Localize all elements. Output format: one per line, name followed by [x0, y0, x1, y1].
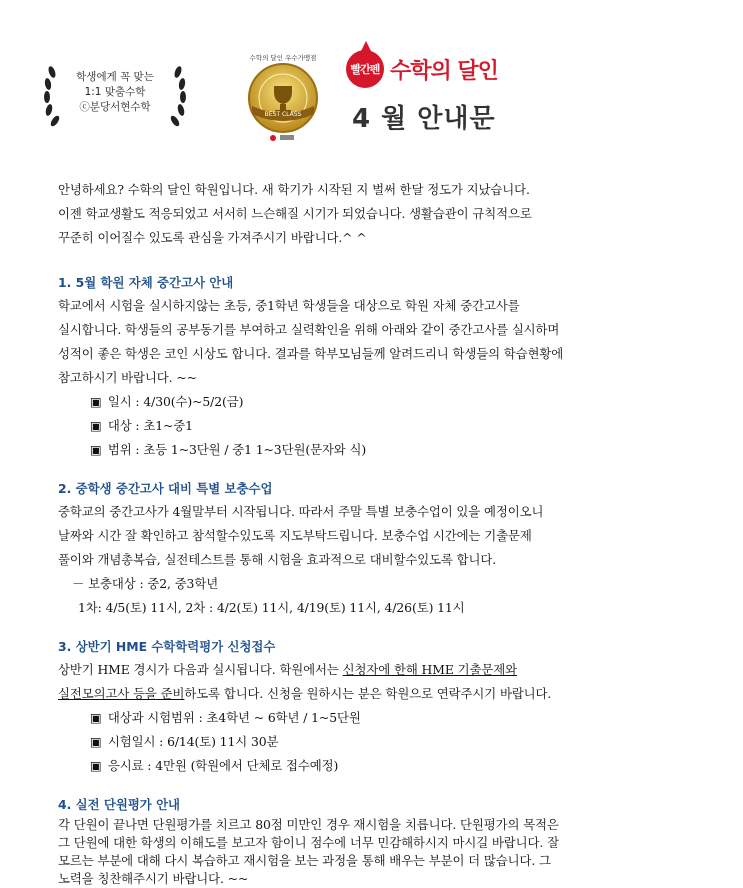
medal-icon	[238, 46, 328, 144]
section-line: 각 단원이 끝나면 단원평가를 치르고 80점 미만인 경우 재시험을 치릅니다. 단원평가의 목적은	[58, 817, 559, 832]
laurel-line: 1:1 맞춤수학	[84, 86, 146, 98]
section-line	[58, 682, 708, 706]
section-line: 노력을 칭찬해주시기 바랍니다. ~~	[58, 871, 249, 886]
best-class-medal	[238, 46, 328, 144]
intro-line: 안녕하세요? 수학의 달인 학원입니다. 새 학기가 시작된 지 벌써 한달 정도가 지났습니다.	[58, 182, 530, 197]
section-line: 모르는 부분에 대해 다시 복습하고 재시험을 보는 과정을 통해 배우는 부분이 더 많습니다. 그	[58, 853, 551, 868]
list-item-text: 일시 : 4/30(수)~5/2(금)	[107, 394, 244, 409]
section-line: 중학교의 중간고사가 4월말부터 시작됩니다. 따라서 주말 특별 보충수업이 있을 예정이오니	[58, 504, 544, 519]
intro-line: 꾸준히 이어질수 있도록 관심을 가져주시기 바랍니다.^ ^	[58, 230, 367, 245]
brand-logo	[346, 44, 506, 94]
list-item-text: 시험일시 : 6/14(토) 11시 30분	[107, 734, 279, 749]
target-line: － 보충대상 : 중2, 중3학년	[72, 576, 219, 591]
bullet-icon: ▣	[90, 734, 102, 749]
list-item	[58, 438, 708, 462]
medal-caption: 수학의 달인 우수가맹점	[249, 54, 317, 62]
list-item	[58, 390, 708, 414]
section-unit-test	[58, 794, 708, 888]
hme-underlined: 신청자에 한해 HME 기출문제와	[342, 662, 517, 677]
list-item	[58, 414, 708, 438]
laurel-emblem	[40, 62, 190, 132]
medal-ribbon-text: BEST CLASS	[264, 111, 302, 118]
list-item	[58, 730, 708, 754]
list-item	[58, 754, 708, 778]
bullet-icon: ▣	[90, 710, 102, 725]
bullet-icon: ▣	[90, 442, 102, 457]
section-midterm	[58, 272, 708, 462]
section-supplementary	[58, 478, 708, 620]
list-item-text: 범위 : 초등 1~3단원 / 중1 1~3단원(문자와 식)	[107, 442, 367, 457]
section-heading: 2. 중학생 중간고사 대비 특별 보충수업	[58, 481, 273, 496]
laurel-line: 학생에게 꼭 맞는	[76, 71, 154, 83]
section-line: 날짜와 시간 잘 확인하고 참석할수있도록 지도부탁드립니다. 보충수업 시간에는 기출문제	[58, 528, 532, 543]
logo-badge: 빨간펜	[346, 50, 384, 88]
page-title: 4 월 안내문	[352, 104, 496, 134]
bullet-icon: ▣	[90, 418, 102, 433]
logo-text: 수학의 달인	[390, 59, 498, 84]
section-line	[58, 658, 708, 682]
intro-line: 이젠 학교생활도 적응되었고 서서히 느슨해질 시기가 되었습니다. 생활습관이 규칙적으로	[58, 206, 532, 221]
section-line: 학교에서 시험을 실시하지않는 초등, 중1학년 학생들을 대상으로 학원 자체 중간고사를	[58, 298, 520, 313]
section-hme	[58, 636, 708, 778]
hme-text: 하도록 합니다. 신청을 원하시는 분은 학원으로 연락주시기 바랍니다.	[184, 686, 552, 701]
list-item	[58, 706, 708, 730]
bullet-icon: ▣	[90, 758, 102, 773]
section-line: 풀이와 개념총복습, 실전테스트를 통해 시험을 효과적으로 대비할수있도록 합니다.	[58, 552, 497, 567]
section-line: 성적이 좋은 학생은 코인 시상도 합니다. 결과를 학부모님들께 알려드리니 학생들의 학습현황에	[58, 346, 564, 361]
bullet-icon: ▣	[90, 394, 102, 409]
schedule-line: 1차: 4/5(토) 11시, 2차 : 4/2(토) 11시, 4/19(토) 11시, 4/26(토) 11시	[78, 600, 465, 615]
notice-body	[58, 178, 708, 888]
section-line: 참고하시기 바랍니다. ~~	[58, 370, 197, 385]
hme-text: 상반기 HME 경시가 다음과 실시됩니다. 학원에서는	[58, 662, 343, 677]
section-line: 그 단원에 대한 학생의 이해도를 보고자 함이니 점수에 너무 민감해하시지 마시길 바랍니다. 잘	[58, 835, 559, 850]
list-item-text: 대상 : 초1~중1	[107, 418, 193, 433]
section-heading: 1. 5월 학원 자체 중간고사 안내	[58, 275, 234, 290]
laurel-line: ⓒ분당서현수학	[79, 101, 151, 113]
list-item-text: 응시료 : 4만원 (학원에서 단체로 접수예정)	[107, 758, 339, 773]
hme-underlined: 실전모의고사 등을 준비	[58, 686, 185, 701]
section-line: 실시합니다. 학생들의 공부동기를 부여하고 실력확인을 위해 아래와 같이 중간고사를 실시하며	[58, 322, 560, 337]
section-heading: 4. 실전 단원평가 안내	[58, 797, 181, 812]
section-heading: 3. 상반기 HME 수학학력평가 신청접수	[58, 639, 276, 654]
intro-paragraph	[58, 178, 708, 250]
list-item-text: 대상과 시험범위 : 초4학년 ~ 6학년 / 1~5단원	[107, 710, 361, 725]
